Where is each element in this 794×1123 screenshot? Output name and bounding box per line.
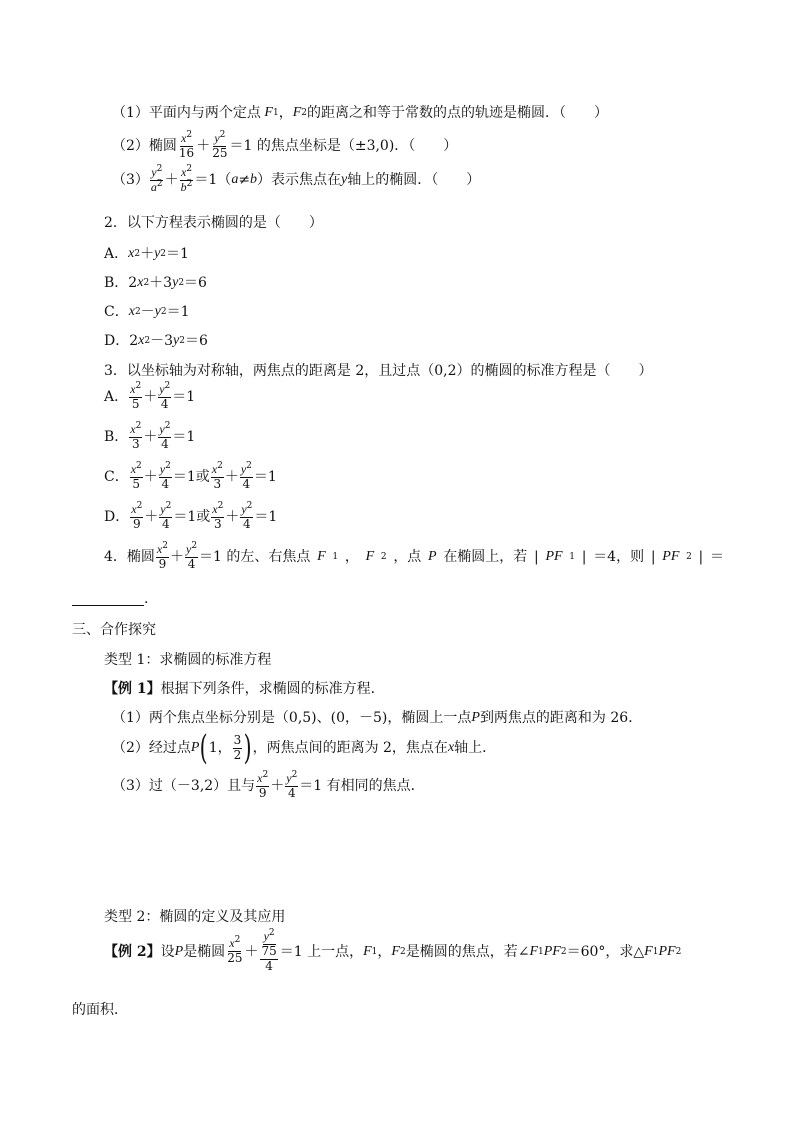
q2-option-d: D． 2 x 2 －3 y 2 ＝6 xyxy=(104,333,208,349)
q3-option-d: D． $x^2$ 9 ＋ $y^2$ 4 ＝1 或 $x^2$ 3 ＋ $y^2$ 4 ＝1 xyxy=(104,501,278,531)
q3-stem: 3．以坐标轴为对称轴，两焦点的距离是 2，且过点（0,2）的椭圆的标准方程是（ ） xyxy=(104,363,653,379)
q3-option-b: B． $x^2$ 3 ＋ $y^2$ 4 ＝1 xyxy=(104,421,196,451)
q2-stem: 2．以下方程表示椭圆的是（ ） xyxy=(104,215,323,231)
q1-item-3: （3） $y^2$ $a^2$ ＋ $x^2$ $b^2$ ＝1（ a ≠ b ）表示焦点在 y 轴上的椭圆．（ ） xyxy=(112,164,481,194)
example-2-stem: 【例 2】 设 P 是椭圆 $x^2$ 25 ＋ $y^2$ $\frac{75}{4}$ ＝1 上一点， F 1 ， F 2 是椭圆的焦点，若∠ F 1 PF 2 ＝60°，求△ F 1 PF 2 xyxy=(104,928,682,973)
section-title: 三、合作探究 xyxy=(72,622,156,638)
q2-option-b: B． 2 x 2 ＋3 y 2 ＝6 xyxy=(104,275,207,291)
type1-heading: 类型 1：求椭圆的标准方程 xyxy=(104,652,272,668)
example-1-part-1: （1）两个焦点坐标分别是（0,5)、(0，－5)，椭圆上一点 P 到两焦点的距离和为 26． xyxy=(112,710,643,726)
q1-item-1: （1）平面内与两个定点 F 1 ， F 2 的距离之和等于常数的点的轨迹是椭圆．（ ） xyxy=(112,105,609,121)
q4-stem: 4．椭圆 $x^2$ 9 ＋ $y^2$ 4 ＝1 的左、右焦点 F 1 ， F 2 ，点 P 在椭圆上，若 | PF 1 | ＝4，则 | PF 2 | ＝ xyxy=(104,541,724,571)
q3-option-a: A． $x^2$ 5 ＋ $y^2$ 4 ＝1 xyxy=(104,381,196,411)
example-1-part-2: （2）经过点 P ( 1， 3 2 ) ，两焦点间的距离为 2，焦点在 x 轴上． xyxy=(112,728,497,768)
type2-heading: 类型 2：椭圆的定义及其应用 xyxy=(104,909,286,925)
fraction: $x^2$ 16 xyxy=(178,130,195,160)
example-1-stem: 【例 1】 根据下列条件，求椭圆的标准方程． xyxy=(104,681,385,697)
q2-option-a: A． x 2 ＋ y 2 ＝1 xyxy=(104,246,189,262)
q1-item-2: （2）椭圆 $x^2$ 16 ＋ $y^2$ 25 ＝1 的焦点坐标是（±3,0)．（ ） xyxy=(112,130,458,160)
q2-option-c: C． x 2 － y 2 ＝1 xyxy=(104,304,190,320)
fraction: $y^2$ $a^2$ xyxy=(150,164,163,194)
example-1-part-3: （3）过（－3,2）且与 $x^2$ 9 ＋ $y^2$ 4 ＝1 有相同的焦点． xyxy=(112,770,425,800)
fraction: $x^2$ $b^2$ xyxy=(180,164,193,194)
q3-option-c: C． $x^2$ 5 ＋ $y^2$ 4 ＝1 或 $x^2$ 3 ＋ $y^2$ 4 ＝1 xyxy=(104,461,277,491)
example-2-tail: 的面积． xyxy=(72,1002,128,1018)
q4-answer-blank[interactable]: . xyxy=(72,592,148,606)
fraction: $y^2$ 25 xyxy=(212,130,228,160)
